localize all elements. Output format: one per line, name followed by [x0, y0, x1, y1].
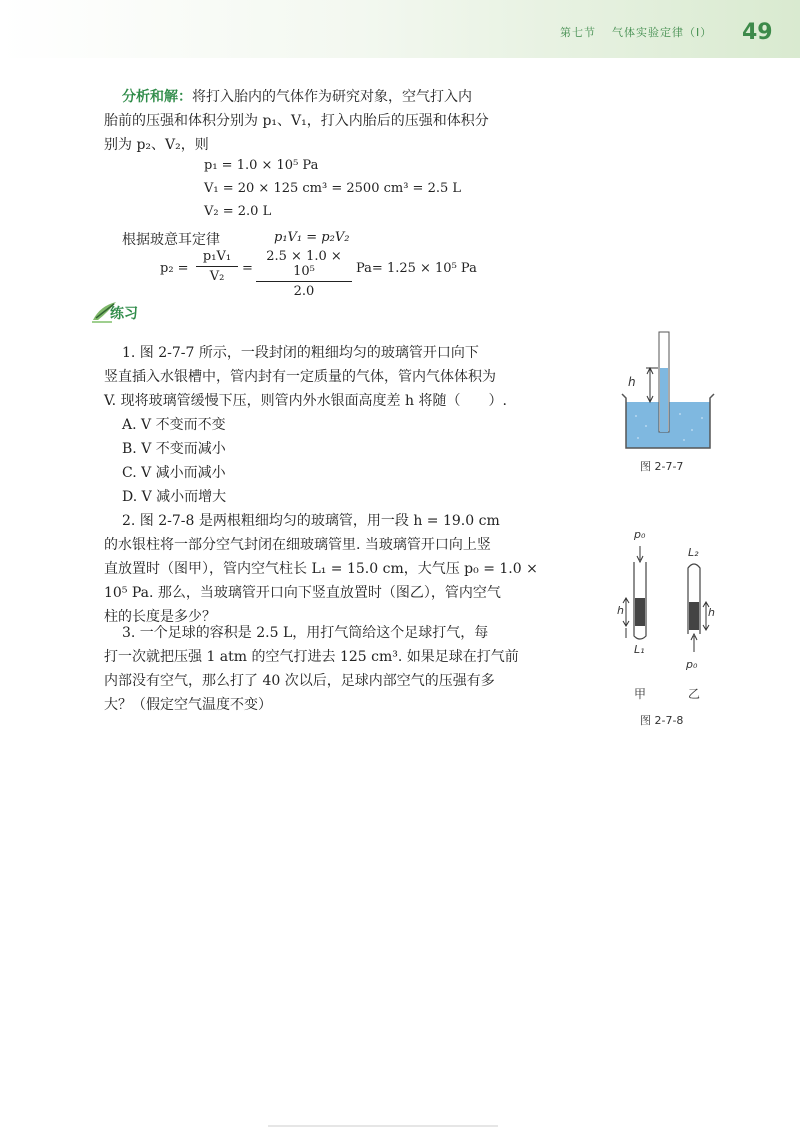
mercury-right — [689, 602, 699, 630]
fraction-1-denominator: V₂ — [209, 269, 225, 284]
fraction-1 — [196, 249, 238, 284]
q2-line-3: 直放置时（图甲），管内空气柱长 L₁ = 15.0 cm，大气压 p₀ = 1.0 × — [104, 561, 538, 577]
fraction-2-numerator: 2.5 × 1.0 × 10⁵ — [266, 249, 342, 279]
header-section: 第七节 — [560, 26, 596, 39]
q2-line-2: 的水银柱将一部分空气封闭在细玻璃管里. 当玻璃管开口向上竖 — [104, 537, 491, 553]
page-number: 49 — [742, 20, 773, 45]
fig2-label-yi: 乙 — [688, 687, 701, 701]
analysis-line-2: 胎前的压强和体积分别为 p₁、V₁，打入内胎后的压强和体积分 — [104, 113, 489, 129]
figure-2-7-8 — [616, 540, 716, 660]
p2-result: Pa= 1.25 × 10⁵ Pa — [356, 261, 477, 276]
equation-p1: p₁ = 1.0 × 10⁵ Pa — [204, 158, 319, 173]
fig2-label-jia: 甲 — [634, 687, 647, 701]
q1-option-c: C. V 减小而减小 — [122, 465, 226, 481]
fig1-caption: 图 2-7-7 — [640, 460, 684, 473]
q3-line-1: 3. 一个足球的容积是 2.5 L，用打气筒给这个足球打气，每 — [122, 625, 489, 641]
q1-option-d: D. V 减小而增大 — [122, 489, 227, 505]
fig2-p0-bottom: p₀ — [686, 658, 698, 671]
footer-line — [268, 1125, 498, 1127]
q2-line-4: 10⁵ Pa. 那么，当玻璃管开口向下竖直放置时（图乙），管内空气 — [104, 585, 501, 601]
law-text: 根据玻意耳定律 — [122, 232, 220, 248]
fraction-2 — [256, 249, 352, 299]
law-equation: p₁V₁ = p₂V₂ — [274, 230, 350, 245]
tube-mercury — [660, 368, 668, 432]
q2-line-5: 柱的长度是多少？ — [104, 609, 216, 625]
analysis-line-3: 别为 p₂、V₂，则 — [104, 137, 209, 153]
q1-line-2: 竖直插入水银槽中，管内封有一定质量的气体，管内气体体积为 — [104, 369, 496, 385]
analysis-line-1: 分析和解：将打入胎内的气体作为研究对象，空气打入内 — [122, 89, 472, 105]
mercury-left — [635, 598, 645, 626]
equation-v1: V₁ = 20 × 125 cm³ = 2500 cm³ = 2.5 L — [204, 181, 462, 196]
fraction-2-denominator: 2.0 — [293, 284, 315, 299]
q3-line-4: 大？（假定空气温度不变） — [104, 697, 272, 713]
q3-line-3: 内部没有空气，那么打了 40 次以后，足球内部空气的压强有多 — [104, 673, 495, 689]
fraction-1-numerator: p₁V₁ — [202, 249, 232, 264]
fig2-L1: L₁ — [634, 643, 645, 656]
equals-sign: = — [242, 261, 253, 276]
q1-line-1: 1. 图 2-7-7 所示，一段封闭的粗细均匀的玻璃管开口向下 — [122, 345, 479, 361]
fig1-h-label: h — [628, 375, 636, 389]
fig2-h-left: h — [617, 604, 624, 617]
fig2-h-right: h — [708, 606, 715, 619]
analysis-label: 分析和解： — [122, 89, 192, 105]
q1-line-3: V. 现将玻璃管缓慢下压，则管内外水银面高度差 h 将随（ ）. — [104, 393, 507, 409]
q3-line-2: 打一次就把压强 1 atm 的空气打进去 125 cm³. 如果足球在打气前 — [104, 649, 519, 665]
fig2-L2: L₂ — [688, 546, 699, 559]
q2-line-1: 2. 图 2-7-8 是两根粗细均匀的玻璃管，用一段 h = 19.0 cm — [122, 513, 500, 529]
fig2-caption: 图 2-7-8 — [640, 714, 684, 727]
exercise-title: 练习 — [110, 306, 138, 322]
q1-option-a: A. V 不变而不变 — [122, 417, 226, 433]
fig2-p0-top: p₀ — [634, 528, 646, 541]
header-title: 气体实验定律（I） — [612, 26, 713, 39]
p2-lhs: p₂ = — [160, 261, 189, 276]
equation-v2: V₂ = 2.0 L — [204, 204, 272, 219]
q1-option-b: B. V 不变而减小 — [122, 441, 226, 457]
